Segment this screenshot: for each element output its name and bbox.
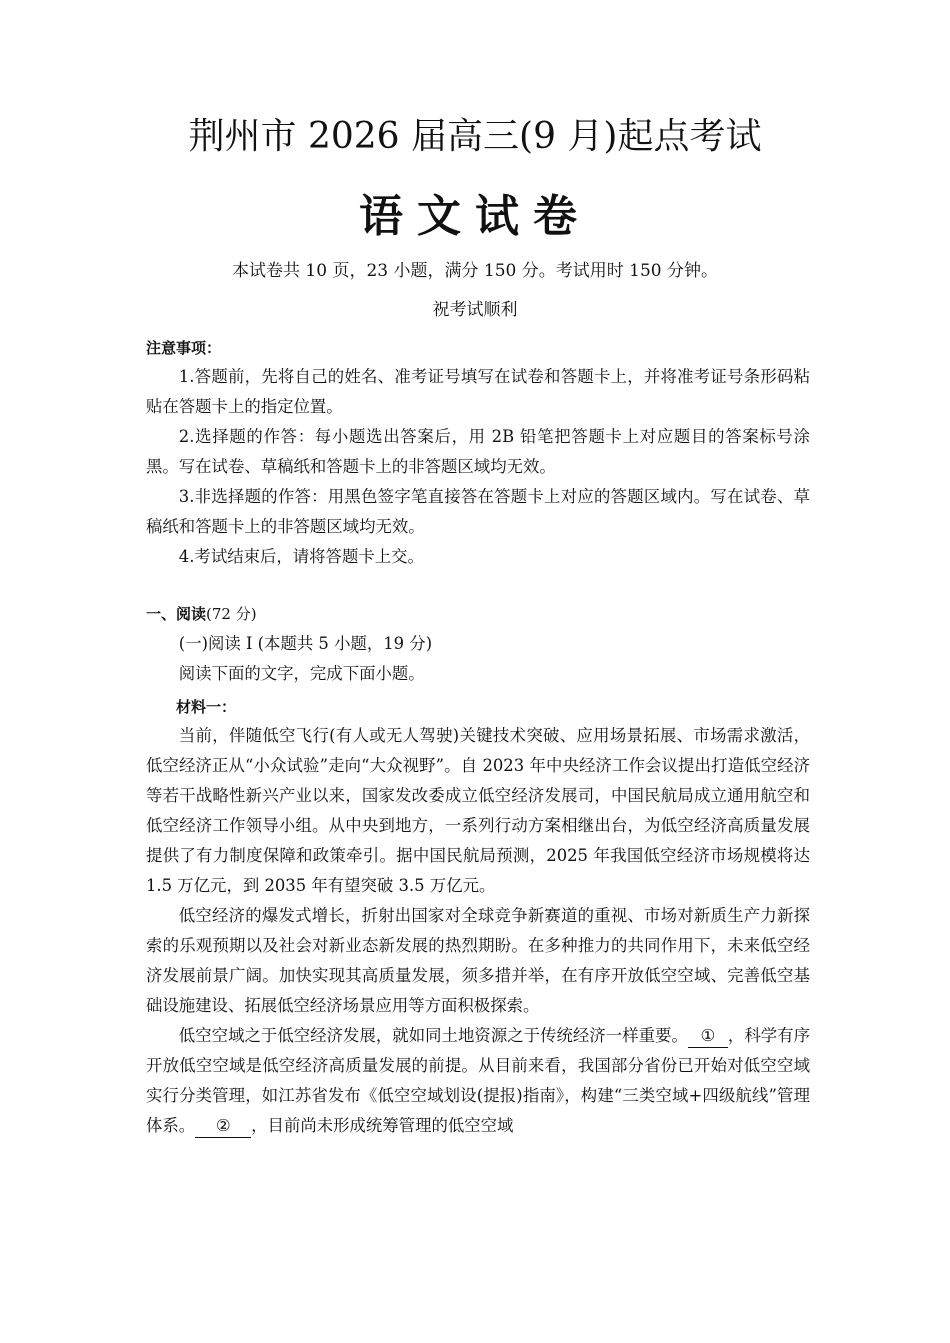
exam-info: 本试卷共 10 页，23 小题，满分 150 分。考试用时 150 分钟。 <box>232 261 718 281</box>
passage-p3-part-c: ，目前尚未形成统筹管理的低空空域 <box>251 1116 514 1135</box>
instruction: 阅读下面的文字，完成下面小题。 <box>178 664 425 683</box>
exam-title: 荆州市 2026 届高三(9 月)起点考试 <box>188 116 762 157</box>
sub-heading: (一)阅读 I (本题共 5 小题，19 分) <box>178 634 433 653</box>
note-item-3: 3.非选择题的作答：用黑色签字笔直接答在答题卡上对应的答题区域内。写在试卷、草稿纸和答题卡上的非答题区域均无效。 <box>146 487 810 536</box>
subject-title: 语文试卷 <box>359 191 591 242</box>
passage-paragraph-2: 低空经济的爆发式增长，折射出国家对全球竞争新赛道的重视、市场对新质生产力新探索的乐观预期以及社会对新业态新发展的热烈期盼。在多种推力的共同作用下，未来低空经济发展前景广阔。加快实现其高质量发展，须多措并举，在有序开放低空空域、完善低空基础设施建设、拓展低空经济场景应用等方面积极探索。 <box>146 906 810 1015</box>
section-heading <box>146 599 810 629</box>
section-points: (72 分) <box>206 605 257 623</box>
passage-paragraph-1: 当前，伴随低空飞行(有人或无人驾驶)关键技术突破、应用场景拓展、市场需求激活，低空经济正从“小众试验”走向“大众视野”。自 2023 年中央经济工作会议提出打造低空经济等若干战略性新兴产业以来，国家发改委成立低空经济发展司，中国民航局成立通用航空和低空经济工作领导小组。从中央到地方，一系列行动方案相继出台，为低空经济高质量发展提供了有力制度保障和政策牵引。据中国民航局预测，2025 年我国低空经济市场规模将达 1.5 万亿元，到 2035 年有望突破 3.5 万亿元。 <box>146 726 810 895</box>
passage-p3-part-a: 低空空域之于低空经济发展，就如同土地资源之于传统经济一样重要。 <box>178 1026 688 1045</box>
passage <box>146 721 810 1141</box>
blank-2: ② <box>195 1115 251 1138</box>
blank-1: ① <box>688 1025 728 1048</box>
section-heading-label: 一、阅读 <box>146 605 207 623</box>
note-item-2: 2.选择题的作答：每小题选出答案后，用 2B 铅笔把答题卡上对应题目的答案标号涂黑。写在试卷、草稿纸和答题卡上的非答题区域均无效。 <box>146 427 810 476</box>
notes-heading: 注意事项： <box>146 339 222 357</box>
passage-paragraph-3 <box>146 1021 810 1141</box>
exam-wish: 祝考试顺利 <box>432 300 518 320</box>
note-item-1: 1.答题前，先将自己的姓名、准考证号填写在试卷和答题卡上，并将准考证号条形码粘贴在答题卡上的指定位置。 <box>146 367 810 416</box>
notes-list <box>146 362 810 572</box>
material-label: 材料一： <box>176 698 237 716</box>
note-item-4: 4.考试结束后，请将答题卡上交。 <box>178 547 424 566</box>
passage-p3-part-b: ，科学有序开放低空空域是低空经济高质量发展的前提。从目前来看，我国部分省份已开始对低空空域实行分类管理，如江苏省发布《低空空域划设(提报)指南》，构建“三类空域+四级航线”管理体系。 <box>146 1026 811 1135</box>
